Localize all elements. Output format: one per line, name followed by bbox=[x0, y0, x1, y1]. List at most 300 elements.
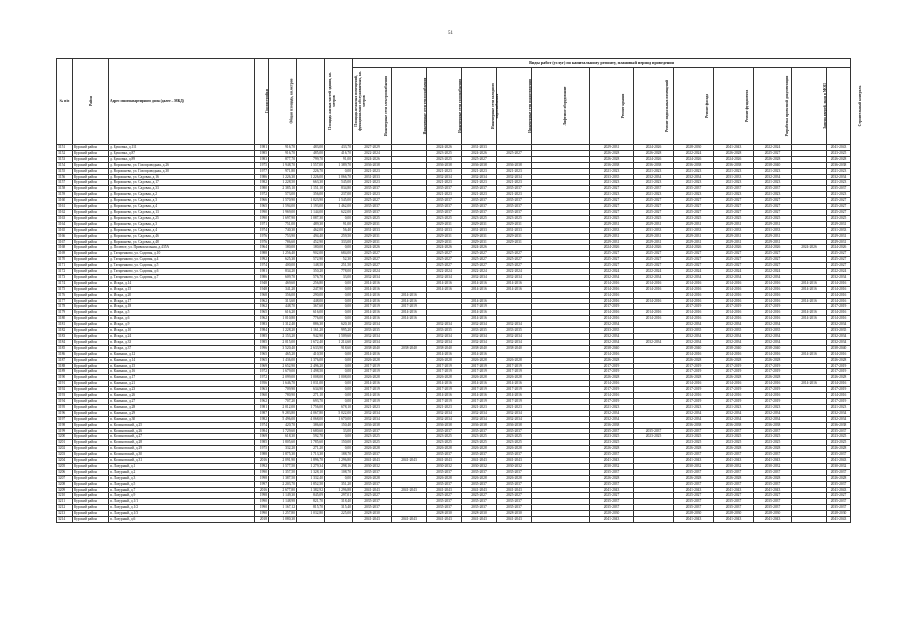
table-cell: 2036-2038 bbox=[497, 162, 532, 168]
table-cell: Курский район bbox=[73, 511, 109, 517]
table-cell: 2025-2027 bbox=[754, 150, 792, 156]
table-cell: Курский район bbox=[73, 422, 109, 428]
table-cell: 2 652,90 bbox=[269, 363, 297, 369]
table-cell: 2021-2023 bbox=[590, 192, 634, 198]
table-cell: 2025-2027 bbox=[590, 209, 634, 215]
table-cell: 2014-2016 bbox=[674, 298, 714, 304]
table-cell: п. Искра, д.9 bbox=[109, 322, 255, 328]
table-cell: 2017-2019 bbox=[714, 369, 754, 375]
table-cell: п. Лазурный, д.3 bbox=[109, 475, 255, 481]
table-cell: 2025-2027 bbox=[590, 204, 634, 210]
table-cell: 886,30 bbox=[297, 322, 325, 328]
table-cell: п. Лазурный, д.1 bbox=[109, 463, 255, 469]
table-cell: 1 805,60 bbox=[269, 440, 297, 446]
table-cell: 2035-2037 bbox=[353, 428, 392, 434]
table-cell: 341,20 bbox=[269, 286, 297, 292]
table-cell: 2017-2019 bbox=[714, 387, 754, 393]
table-cell: 2014-2016 bbox=[754, 381, 792, 387]
table-cell: 2038-2040 bbox=[714, 345, 754, 351]
table-cell: 2032-2034 bbox=[634, 274, 674, 280]
table-cell: Курский район bbox=[73, 174, 109, 180]
table-cell: 2025-2027 bbox=[827, 198, 851, 204]
table-cell: 2017-2019 bbox=[674, 304, 714, 310]
table-cell: 2017-2019 bbox=[427, 363, 462, 369]
table-cell: 2033-2035 bbox=[590, 174, 634, 180]
table-cell: 2041-2043 bbox=[427, 487, 462, 493]
table-cell: 2028-2030 bbox=[462, 511, 497, 517]
table-cell: 1 672,40 bbox=[297, 339, 325, 345]
table-cell: 2017-2019 bbox=[827, 363, 851, 369]
table-cell: 2029-2031 bbox=[714, 233, 754, 239]
table-cell: Курский район bbox=[73, 233, 109, 239]
table-cell: д. Ворошнево, ул. Садовая, д.16 bbox=[109, 174, 255, 180]
table-cell: 2041-2043 bbox=[714, 145, 754, 151]
table-cell: 2014-2016 bbox=[827, 393, 851, 399]
table-cell: 2026-2028 bbox=[714, 357, 754, 363]
table-cell: 1 087,30 bbox=[297, 215, 325, 221]
table-cell: 2021-2023 bbox=[427, 180, 462, 186]
table-cell: 2036-2038 bbox=[462, 162, 497, 168]
table-cell: 400,00 bbox=[269, 263, 297, 269]
table-cell: Курский район bbox=[73, 493, 109, 499]
table-cell: 2032-2034 bbox=[754, 416, 792, 422]
table-cell: 3151 bbox=[57, 145, 73, 151]
table-cell: Курский район bbox=[73, 186, 109, 192]
table-cell: 2014-2016 bbox=[353, 298, 392, 304]
table-cell: 2021-2023 bbox=[497, 192, 532, 198]
table-cell: 2035-2037 bbox=[353, 186, 392, 192]
table-cell: 2036-2038 bbox=[827, 162, 851, 168]
table-cell: 1992 bbox=[255, 257, 269, 263]
table-cell: 2026-2028 bbox=[497, 446, 532, 452]
table-cell: 2014-2016 bbox=[792, 286, 827, 292]
table-cell: 2021-2023 bbox=[634, 192, 674, 198]
table-cell: 2030-2032 bbox=[590, 463, 634, 469]
table-cell: 2041-2043 bbox=[497, 517, 532, 523]
table-cell: 1 357,50 bbox=[269, 469, 297, 475]
table-cell: 1990 bbox=[255, 469, 269, 475]
table-cell: 684,00 bbox=[325, 251, 353, 257]
table-cell: 2021-2023 bbox=[714, 180, 754, 186]
table-cell: 2031-2033 bbox=[497, 227, 532, 233]
table-cell: 2032-2034 bbox=[462, 416, 497, 422]
table-cell: 3180 bbox=[57, 316, 73, 322]
table-cell: 2025-2027 bbox=[674, 204, 714, 210]
table-cell: 2014-2016 bbox=[674, 351, 714, 357]
col-work-1: Инженерные сети теплоснабжения bbox=[392, 68, 427, 145]
table-cell: 2032-2034 bbox=[462, 410, 497, 416]
table-cell: 2032-2034 bbox=[754, 174, 792, 180]
table-cell: 2035-2037 bbox=[590, 428, 634, 434]
table-cell: Курский район bbox=[73, 239, 109, 245]
table-cell: 2017-2019 bbox=[674, 369, 714, 375]
table-cell: 2023-2025 bbox=[427, 156, 462, 162]
table-cell: 1974 bbox=[255, 263, 269, 269]
table-cell: 2014-2016 bbox=[754, 292, 792, 298]
table-cell: 2041-2043 bbox=[714, 458, 754, 464]
table-cell: 2035-2037 bbox=[462, 452, 497, 458]
table-cell: 2014-2016 bbox=[427, 286, 462, 292]
table-cell: 2036-2038 bbox=[497, 422, 532, 428]
table-cell bbox=[325, 517, 353, 523]
table-cell: 2035-2037 bbox=[462, 204, 497, 210]
table-cell: 2025-2027 bbox=[353, 263, 392, 269]
table-cell: 2021-2023 bbox=[674, 168, 714, 174]
table-cell: п. Камыши, д.26 bbox=[109, 393, 255, 399]
table-cell: 2035-2037 bbox=[827, 428, 851, 434]
table-cell: 2035-2037 bbox=[754, 428, 792, 434]
table-cell bbox=[634, 517, 674, 523]
table-cell: 620,10 bbox=[325, 322, 353, 328]
table-cell: 2035-2037 bbox=[674, 499, 714, 505]
table-cell: Курский район bbox=[73, 245, 109, 251]
table-cell: 1 010,80 bbox=[269, 316, 297, 322]
table-cell: 2017-2019 bbox=[427, 387, 462, 393]
col-address: Адрес многоквартирного дома (далее – МКД) bbox=[109, 59, 255, 145]
table-cell: 1 594,00 bbox=[269, 204, 297, 210]
table-cell: Курский район bbox=[73, 375, 109, 381]
table-cell: 2023-2025 bbox=[827, 434, 851, 440]
table-cell: 2021-2023 bbox=[754, 168, 792, 174]
table-cell bbox=[297, 517, 325, 523]
table-cell: 2035-2037 bbox=[427, 198, 462, 204]
table-cell: 1969 bbox=[255, 363, 269, 369]
col-work-10: Разработка проектной документации bbox=[754, 68, 792, 145]
table-cell: 3161 bbox=[57, 204, 73, 210]
table-cell: 3192 bbox=[57, 387, 73, 393]
table-cell: 2025-2027 bbox=[427, 493, 462, 499]
table-cell: 2021-2023 bbox=[353, 192, 392, 198]
col-work-2: Инженерные сети газоснабжения bbox=[427, 68, 462, 145]
table-cell: 2038-2040 bbox=[497, 345, 532, 351]
table-cell: Курский район bbox=[73, 328, 109, 334]
table-cell: 2035-2037 bbox=[353, 499, 392, 505]
table-cell: 1980 bbox=[255, 186, 269, 192]
table-cell: 1 066,70 bbox=[325, 174, 353, 180]
table-cell: 609,70 bbox=[269, 274, 297, 280]
table-cell: 2030-2032 bbox=[497, 463, 532, 469]
table-cell: п. Лазурный, д.6 bbox=[109, 517, 255, 523]
table-cell: 2017-2019 bbox=[590, 387, 634, 393]
table-cell: 1988 bbox=[255, 452, 269, 458]
table-cell: 1986 bbox=[255, 274, 269, 280]
table-cell: 2014-2016 bbox=[590, 381, 634, 387]
table-cell: д. Ворошнево, ул. Садовая, д.4 bbox=[109, 227, 255, 233]
table-cell: 2041-2043 bbox=[353, 458, 392, 464]
table-cell: 2022-2024 bbox=[754, 145, 792, 151]
table-cell: 416,70 bbox=[325, 150, 353, 156]
table-cell: Курский район bbox=[73, 274, 109, 280]
table-cell: 2041-2043 bbox=[462, 458, 497, 464]
table-cell: 2029-2031 bbox=[427, 239, 462, 245]
table-cell: 2035-2037 bbox=[497, 204, 532, 210]
table-cell: 2029-2031 bbox=[634, 221, 674, 227]
table-cell: 2024-2026 bbox=[427, 245, 462, 251]
table-cell: Курский район bbox=[73, 369, 109, 375]
table-cell: 1969 bbox=[255, 434, 269, 440]
table-cell: 2022-2024 bbox=[590, 269, 634, 275]
table-cell: 780,90 bbox=[269, 393, 297, 399]
table-cell: 2033-2035 bbox=[462, 328, 497, 334]
table-cell: 3183 bbox=[57, 334, 73, 340]
table-cell: 180,00 bbox=[297, 245, 325, 251]
table-cell: 2021-2023 bbox=[674, 404, 714, 410]
table-cell: 2036-2038 bbox=[427, 162, 462, 168]
table-cell: 52,30 bbox=[325, 257, 353, 263]
table-cell: 2014-2016 bbox=[754, 286, 792, 292]
table-cell: 2028-2030 bbox=[427, 511, 462, 517]
table-cell: 1 332,40 bbox=[297, 475, 325, 481]
table-cell: 2017-2019 bbox=[714, 398, 754, 404]
table-cell: 1990 bbox=[255, 215, 269, 221]
table-cell: 2035-2037 bbox=[674, 469, 714, 475]
table-cell: 1990 bbox=[255, 209, 269, 215]
table-cell: 2026-2028 bbox=[634, 150, 674, 156]
table-cell: 3185 bbox=[57, 345, 73, 351]
table-cell: 2031-2033 bbox=[827, 227, 851, 233]
table-cell: 1982 bbox=[255, 180, 269, 186]
table-cell: 462,00 bbox=[297, 227, 325, 233]
table-cell: 0,00 bbox=[325, 446, 353, 452]
table-cell: 2025-2027 bbox=[462, 251, 497, 257]
table-cell: 2026-2028 bbox=[714, 150, 754, 156]
table-cell: 2032-2034 bbox=[497, 334, 532, 340]
table-cell: 1 328,10 bbox=[297, 469, 325, 475]
table-cell: 3204 bbox=[57, 458, 73, 464]
table-cell: Курский район bbox=[73, 475, 109, 481]
table-cell: 2029-2031 bbox=[353, 233, 392, 239]
works-group-header: Виды работ (услуг) по капитальному ремонту, плановый период проведения bbox=[353, 59, 851, 68]
table-cell: 2 677,80 bbox=[269, 487, 297, 493]
table-cell: 2021-2023 bbox=[674, 192, 714, 198]
table-cell: 2025-2027 bbox=[427, 251, 462, 257]
table-cell: 489,30 bbox=[297, 221, 325, 227]
col-work-4: Инженерные сети водоотведения bbox=[497, 68, 532, 145]
table-cell: 350,20 bbox=[297, 269, 325, 275]
table-cell: 2 385,10 bbox=[269, 186, 297, 192]
table-cell: 2025-2027 bbox=[674, 198, 714, 204]
table-cell: 2024-2026 bbox=[462, 245, 497, 251]
table-cell: 2035-2037 bbox=[827, 505, 851, 511]
table-cell: 1981 bbox=[255, 269, 269, 275]
table-cell: 2029-2031 bbox=[674, 233, 714, 239]
table-cell: 2017-2019 bbox=[497, 369, 532, 375]
table-cell: 2025-2027 bbox=[462, 263, 497, 269]
table-cell: 709,90 bbox=[269, 387, 297, 393]
table-cell: 2029-2031 bbox=[497, 233, 532, 239]
table-cell: 751,00 bbox=[269, 221, 297, 227]
table-cell: 1976 bbox=[255, 239, 269, 245]
table-cell: 448,70 bbox=[269, 304, 297, 310]
table-cell: Курский район bbox=[73, 398, 109, 404]
table-cell: 2026-2028 bbox=[714, 375, 754, 381]
table-cell: 2014-2016 bbox=[792, 298, 827, 304]
col-work-12: Строительный контроль bbox=[827, 68, 851, 145]
table-cell: 2014-2016 bbox=[462, 381, 497, 387]
table-cell: 2032-2034 bbox=[674, 174, 714, 180]
table-cell: 2026-2028 bbox=[754, 357, 792, 363]
table-cell: 2032-2034 bbox=[827, 174, 851, 180]
table-cell: 1985 bbox=[255, 334, 269, 340]
table-cell: 2014-2016 bbox=[427, 393, 462, 399]
table-cell: 2029-2031 bbox=[714, 221, 754, 227]
table-cell: 2025-2027 bbox=[353, 251, 392, 257]
table-cell: 2021-2023 bbox=[634, 168, 674, 174]
table-cell: 778,00 bbox=[325, 269, 353, 275]
table-cell: 2035-2037 bbox=[754, 469, 792, 475]
table-cell: 0,00 bbox=[325, 304, 353, 310]
table-cell: 2023-2025 bbox=[462, 215, 497, 221]
table-cell: д. Ворошнево, ул. Садовая, д.13 bbox=[109, 209, 255, 215]
table-cell: 2035-2037 bbox=[497, 209, 532, 215]
table-cell: 1 545,00 bbox=[325, 198, 353, 204]
table-cell: 2036-2038 bbox=[674, 422, 714, 428]
table-cell: 1996 bbox=[255, 345, 269, 351]
table-cell: 2021-2023 bbox=[353, 168, 392, 174]
table-cell: Курский район bbox=[73, 381, 109, 387]
table-cell: 2029-2031 bbox=[674, 221, 714, 227]
table-cell: 2025-2027 bbox=[590, 257, 634, 263]
table-cell: 4 068,00 bbox=[297, 416, 325, 422]
table-cell: 298,16 bbox=[325, 463, 353, 469]
table-cell: 2026-2028 bbox=[827, 475, 851, 481]
table-cell: 2035-2037 bbox=[674, 505, 714, 511]
table-cell: 180,00 bbox=[269, 245, 297, 251]
table-cell: Курский район bbox=[73, 363, 109, 369]
table-cell: 2014-2016 bbox=[827, 351, 851, 357]
table-cell: 2035-2037 bbox=[590, 452, 634, 458]
table-cell: 2014-2016 bbox=[714, 316, 754, 322]
table-cell: 1965 bbox=[255, 204, 269, 210]
table-cell: 2029-2031 bbox=[590, 239, 634, 245]
table-cell: 1975 bbox=[255, 162, 269, 168]
table-cell: 2029-2031 bbox=[634, 239, 674, 245]
table-cell: 2032-2034 bbox=[427, 416, 462, 422]
table-cell: 2035-2037 bbox=[462, 481, 497, 487]
table-cell: 2024-2026 bbox=[634, 245, 674, 251]
table-cell: 821,70 bbox=[297, 499, 325, 505]
table-cell: 2035-2037 bbox=[754, 481, 792, 487]
table-cell: д. Бушовка, д.89 bbox=[109, 156, 255, 162]
table-cell: 2041-2043 bbox=[590, 458, 634, 464]
table-cell: 0,00 bbox=[325, 298, 353, 304]
table-cell: 2035-2037 bbox=[427, 499, 462, 505]
table-cell: 2026-2028 bbox=[462, 357, 497, 363]
table-cell: 2035-2037 bbox=[497, 186, 532, 192]
table-cell: 2025-2027 bbox=[674, 493, 714, 499]
table-cell: 256,80 bbox=[297, 280, 325, 286]
table-cell: д. Полевое, ул. Привокзальная, д.435А bbox=[109, 245, 255, 251]
table-cell: Курский район bbox=[73, 410, 109, 416]
table-cell: 1 312,40 bbox=[269, 322, 297, 328]
table-cell: 2017-2019 bbox=[353, 398, 392, 404]
table-cell: 2036-2038 bbox=[634, 162, 674, 168]
table-cell: 2023-2025 bbox=[427, 440, 462, 446]
table-cell: 2026-2028 bbox=[590, 446, 634, 452]
table-cell: 2017-2019 bbox=[674, 398, 714, 404]
table-cell: 2023-2025 bbox=[427, 434, 462, 440]
table-cell: 2035-2037 bbox=[634, 428, 674, 434]
table-cell: 2031-2033 bbox=[462, 145, 497, 151]
table-cell: 91,00 bbox=[325, 156, 353, 162]
table-cell: 1963 bbox=[255, 387, 269, 393]
table-cell: 2030-2032 bbox=[353, 463, 392, 469]
table-cell: 2024-2026 bbox=[827, 245, 851, 251]
table-cell: 2026-2028 bbox=[462, 475, 497, 481]
table-cell: 2035-2037 bbox=[462, 198, 497, 204]
table-cell: п. Лазурный, д.1/1 bbox=[109, 499, 255, 505]
table-cell: 1 948,70 bbox=[269, 162, 297, 168]
table-cell: 3203 bbox=[57, 452, 73, 458]
table-cell: 485,00 bbox=[297, 150, 325, 156]
table-cell: 2032-2034 bbox=[353, 274, 392, 280]
table-cell: 494,40 bbox=[297, 233, 325, 239]
table-cell: 1 144,00 bbox=[297, 209, 325, 215]
table-cell: 410,50 bbox=[297, 351, 325, 357]
table-cell: 188,70 bbox=[325, 452, 353, 458]
table-cell: 2024-2026 bbox=[353, 245, 392, 251]
table-cell: 386,60 bbox=[297, 422, 325, 428]
table-cell: 616,00 bbox=[297, 310, 325, 316]
table-cell: 2032-2034 bbox=[427, 334, 462, 340]
table-cell: 2025-2027 bbox=[590, 251, 634, 257]
table-cell: 3181 bbox=[57, 322, 73, 328]
table-cell: 2035-2037 bbox=[827, 469, 851, 475]
table-cell: 5 022,00 bbox=[325, 410, 353, 416]
table-cell: 3175 bbox=[57, 286, 73, 292]
table-cell: 2014-2016 bbox=[714, 310, 754, 316]
table-cell: 2021-2023 bbox=[353, 180, 392, 186]
table-cell: 1 570,90 bbox=[269, 198, 297, 204]
table-cell: 2014-2016 bbox=[497, 286, 532, 292]
table-cell: 2032-2034 bbox=[754, 274, 792, 280]
table-cell: 2041-2043 bbox=[827, 487, 851, 493]
table-cell: 2022-2024 bbox=[353, 150, 392, 156]
table-cell: 2032-2034 bbox=[827, 410, 851, 416]
table-cell: 2026-2028 bbox=[674, 475, 714, 481]
table-cell: 625,30 bbox=[269, 257, 297, 263]
table-cell: 2014-2016 bbox=[462, 280, 497, 286]
table-cell: 2035-2037 bbox=[714, 499, 754, 505]
table-cell: 3174 bbox=[57, 280, 73, 286]
table-cell: 1948 bbox=[255, 286, 269, 292]
table-cell: 315,40 bbox=[325, 505, 353, 511]
table-cell: п. Лазурный, д.1/3 bbox=[109, 511, 255, 517]
table-cell: 2014-2016 bbox=[634, 310, 674, 316]
table-cell: 616,20 bbox=[269, 310, 297, 316]
table-cell: 3164 bbox=[57, 221, 73, 227]
table-cell: 2029-2031 bbox=[714, 239, 754, 245]
table-cell: 2017-2019 bbox=[427, 398, 462, 404]
table-cell: 1998 bbox=[255, 475, 269, 481]
table-cell: 2017-2019 bbox=[392, 304, 427, 310]
table-cell: 2038-2040 bbox=[827, 345, 851, 351]
table-cell: 2027-2029 bbox=[353, 145, 392, 151]
table-cell: 2031-2033 bbox=[353, 174, 392, 180]
table-cell: 2014-2016 bbox=[353, 286, 392, 292]
table-cell: 1 149,30 bbox=[269, 493, 297, 499]
table-cell: 1 577,50 bbox=[269, 463, 297, 469]
table-cell: 2024-2026 bbox=[634, 145, 674, 151]
table-cell: 2026-2028 bbox=[353, 357, 392, 363]
table-cell: 3201 bbox=[57, 440, 73, 446]
table-cell: д. Ворошнево, ул. Садовая, д.17 bbox=[109, 180, 255, 186]
table-cell: 2025-2027 bbox=[634, 257, 674, 263]
table-cell: 834,20 bbox=[269, 269, 297, 275]
table-cell: 2025-2027 bbox=[714, 257, 754, 263]
table-cell: 2014-2016 bbox=[590, 351, 634, 357]
table-cell: д. Ворошнево, ул. Садовая, д.46 bbox=[109, 233, 255, 239]
